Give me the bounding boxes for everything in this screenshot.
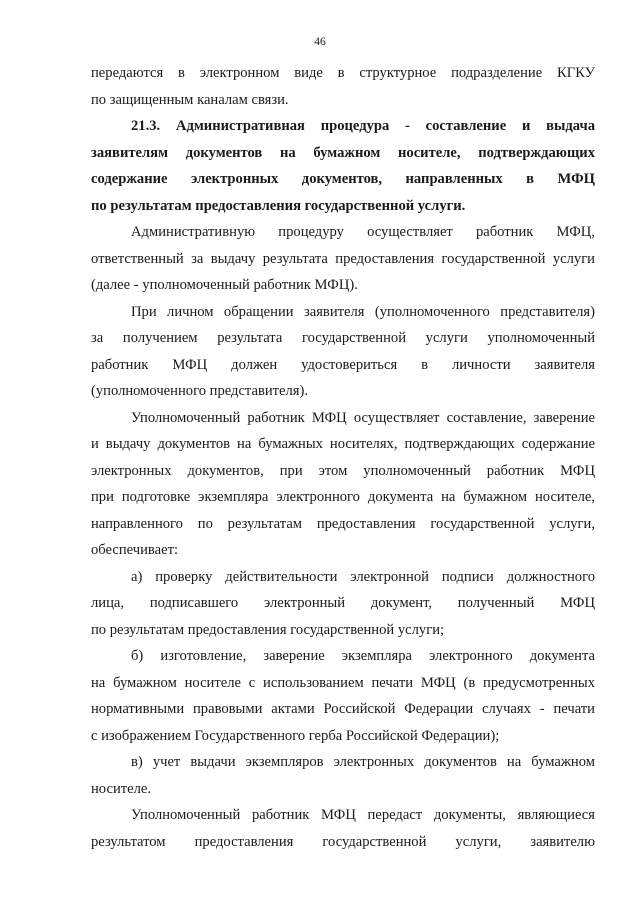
paragraph-line: на бумажном носителе с использованием печати МФЦ (в предусмотренных [91, 674, 595, 691]
paragraph-line: электронных документов, при этом уполномоченный работник МФЦ [91, 462, 595, 479]
paragraph-line: при подготовке экземпляра электронного документа на бумажном носителе, [91, 489, 595, 505]
paragraph-line: в) учет выдачи экземпляров электронных документов на бумажном [131, 754, 595, 770]
paragraph-line: б) изготовление, заверение экземпляра электронного документа [131, 648, 595, 664]
paragraph-line: направленного по результатам предоставления государственной услуги, [91, 515, 595, 532]
paragraph-line: При личном обращении заявителя (уполномоченного представителя) [131, 303, 595, 320]
section-heading-line: содержание электронных документов, направленных в МФЦ [91, 171, 595, 187]
paragraph-line: лица, подписавшего электронный документ, полученный МФЦ [91, 595, 595, 611]
section-heading-line: 21.3. Административная процедура - составление и выдача [131, 118, 595, 134]
page-number: 46 [314, 36, 326, 48]
paragraph-line: обеспечивает: [91, 542, 179, 558]
paragraph-line: результатом предоставления государственной услуги, заявителю [91, 833, 595, 850]
paragraph-line: передаются в электронном виде в структурное подразделение КГКУ [91, 65, 595, 81]
paragraph-line: а) проверку действительности электронной подписи должностного [131, 568, 595, 585]
paragraph-line: (уполномоченного представителя). [91, 383, 309, 399]
paragraph-line: Уполномоченный работник МФЦ передаст документы, являющиеся [131, 807, 595, 823]
paragraph-line: и выдачу документов на бумажных носителях, подтверждающих содержание [91, 436, 595, 452]
paragraph-line: ответственный за выдачу результата предоставления государственной услуги [91, 250, 595, 267]
paragraph-line: по защищенным каналам связи. [91, 91, 289, 108]
paragraph-line: (далее - уполномоченный работник МФЦ). [91, 277, 358, 293]
paragraph-line: работник МФЦ должен удостовериться в личности заявителя [91, 356, 595, 373]
paragraph-line: по результатам предоставления государственной услуги; [91, 621, 445, 638]
section-heading-line: по результатам предоставления государственной услуги. [91, 197, 466, 214]
paragraph-line: с изображением Государственного герба Российской Федерации); [91, 727, 500, 744]
paragraph-line: носителе. [91, 780, 152, 797]
paragraph-line: Уполномоченный работник МФЦ осуществляет составление, заверение [131, 409, 595, 426]
paragraph-line: за получением результата государственной услуги уполномоченный [91, 330, 595, 346]
paragraph-line: Административную процедуру осуществляет работник МФЦ, [131, 224, 595, 240]
paragraph-line: нормативными правовыми актами Российской Федерации случаях - печати [91, 701, 595, 717]
section-heading-line: заявителям документов на бумажном носителе, подтверждающих [91, 144, 595, 161]
